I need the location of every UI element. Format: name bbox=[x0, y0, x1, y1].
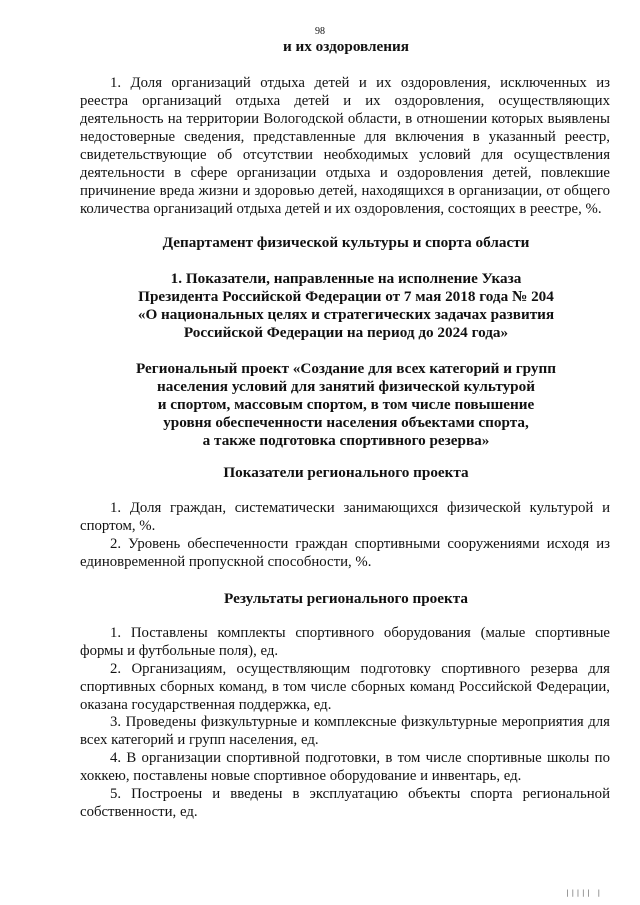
project-heading-line: уровня обеспеченности населения объектами спорта, bbox=[163, 414, 529, 431]
department-heading: Департамент физической культуры и спорта области bbox=[162, 234, 530, 251]
project-result-item: 5. Построены и введены в эксплуатацию объекты спорта региональной собственности, ед. bbox=[80, 786, 610, 820]
project-indicators-heading: Показатели регионального проекта bbox=[223, 464, 469, 481]
project-heading-line: и спортом, массовым спортом, в том числе повышение bbox=[157, 396, 535, 413]
project-result-item: 1. Поставлены комплекты спортивного оборудования (малые спортивные формы и футбольные поля), ед. bbox=[80, 625, 610, 659]
project-result-item: 4. В организации спортивной подготовки, в том числе спортивные школы по хоккею, поставлены новые спортивное оборудование и инвентарь, ед. bbox=[80, 750, 610, 784]
project-heading-line: Региональный проект «Создание для всех категорий и групп bbox=[135, 360, 556, 377]
indicators-heading-line: Президента Российской Федерации от 7 мая 2018 года № 204 bbox=[138, 288, 554, 305]
footer-scan-mark: ||||| | bbox=[565, 889, 602, 897]
project-result-item: 3. Проведены физкультурные и комплексные физкультурные мероприятия для всех категорий и групп населения, ед. bbox=[80, 714, 610, 748]
project-indicator-item: 2. Уровень обеспеченности граждан спортивными сооружениями исходя из единовременной пропускной способности, %. bbox=[80, 536, 610, 570]
project-heading bbox=[80, 360, 612, 450]
intro-paragraph: 1. Доля организаций отдыха детей и их оздоровления, исключенных из реестра организаций отдыха детей и их оздоровления, осуществляющих деятельность на территории Вологодской области, в отношении которых выявлены недостоверные сведения, представленные для включения в указанный реестр, свидетельствующие об отсутствии необходимых условий для осуществления деятельности в сфере организации отдыха и оздоровления детей, повлекшие причинение вреда жизни и здоровью детей, находящихся в организации, от общего количества организаций отдыха детей и их оздоровления, состоящих в реестре, %. bbox=[80, 75, 610, 217]
project-results-heading: Результаты регионального проекта bbox=[224, 590, 468, 607]
indicators-heading-line: Российской Федерации на период до 2024 года» bbox=[183, 324, 509, 341]
intro-heading: и их оздоровления bbox=[282, 38, 410, 55]
page-number: 98 bbox=[315, 26, 325, 37]
indicators-heading-line: 1. Показатели, направленные на исполнение Указа bbox=[170, 270, 522, 287]
project-result-item: 2. Организациям, осуществляющим подготовку спортивного резерва для спортивных сборных команд, в том числе сборных команд Российской Федерации, оказана государственная поддержка, ед. bbox=[80, 661, 610, 713]
project-heading-line: а также подготовка спортивного резерва» bbox=[202, 432, 490, 449]
project-heading-line: населения условий для занятий физической культурой bbox=[157, 378, 535, 395]
indicators-heading-line: «О национальных целях и стратегических задачах развития bbox=[137, 306, 555, 323]
indicators-heading bbox=[80, 270, 612, 342]
project-indicator-item: 1. Доля граждан, систематически занимающихся физической культурой и спортом, %. bbox=[80, 500, 610, 534]
